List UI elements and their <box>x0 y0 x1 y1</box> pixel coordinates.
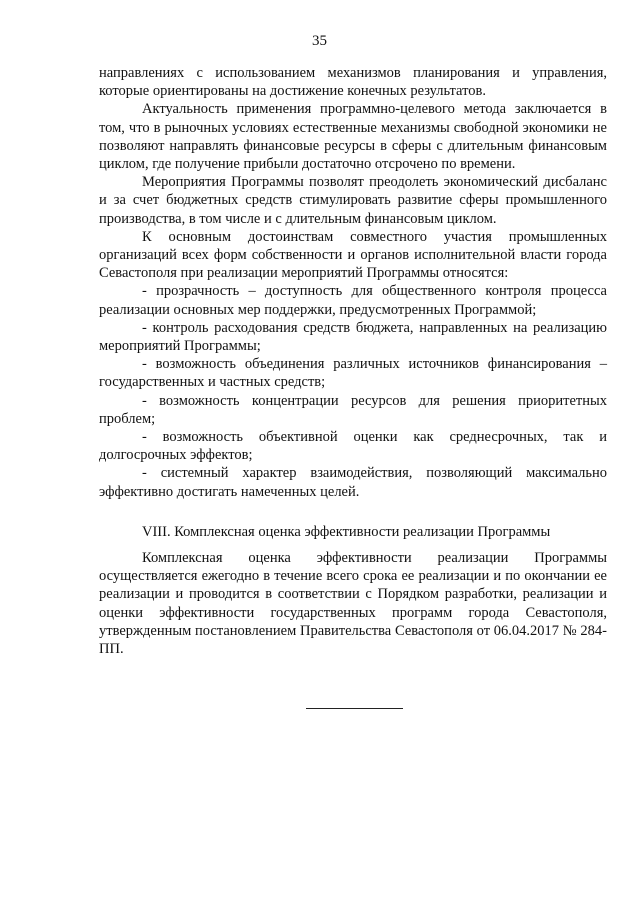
list-item: - возможность объективной оценки как среднесрочных, так и долгосрочных эффектов; <box>99 429 607 464</box>
list-item: - контроль расходования средств бюджета, направленных на реализацию мероприятий Программы; <box>99 319 607 355</box>
list-item: - системный характер взаимодействия, позволяющий максимально эффективно достигать намеченных целей. <box>99 465 607 500</box>
document-body <box>99 64 607 658</box>
list-item: - возможность концентрации ресурсов для решения приоритетных проблем; <box>99 392 607 427</box>
paragraph-intro-continuation: направлениях с использованием механизмов планирования и управления, которые ориентированы на достижение конечных результатов. <box>99 65 607 100</box>
section-heading: VIII. Комплексная оценка эффективности реализации Программы <box>142 523 551 540</box>
end-divider <box>306 708 403 709</box>
list-item: - прозрачность – доступность для общественного контроля процесса реализации основных мер поддержки, предусмотренных Программой; <box>99 283 607 318</box>
paragraph-advantages-intro: К основным достоинствам совместного участия промышленных организаций всех форм собственности и органов исполнительной власти города Севастополя при реализации мероприятий Программы относятся: <box>99 228 607 282</box>
page-number: 35 <box>312 33 327 49</box>
list-item: - возможность объединения различных источников финансирования – государственных и частных средств; <box>99 356 607 391</box>
paragraph-measures: Мероприятия Программы позволят преодолеть экономический дисбаланс и за счет бюджетных средств стимулировать развитие сферы промышленного производства, в том числе и с длительным финансовым циклом. <box>99 174 607 227</box>
paragraph-relevance: Актуальность применения программно-целевого метода заключается в том, что в рыночных условиях естественные механизмы свободной экономики не позволяют направлять финансовые ресурсы в сферы с длительным финансовым циклом, где получение прибыли достаточно отсрочено по времени. <box>99 101 607 173</box>
section-paragraph: Комплексная оценка эффективности реализации Программы осуществляется ежегодно в течение всего срока ее реализации и по окончании ее реализации и проводится в соответствии с Порядком разработки, реализации и оценки эффективности государственных программ города Севастополя, утвержденным постановлением Правительства Севастополя от 06.04.2017 № 284-ПП. <box>99 550 607 658</box>
